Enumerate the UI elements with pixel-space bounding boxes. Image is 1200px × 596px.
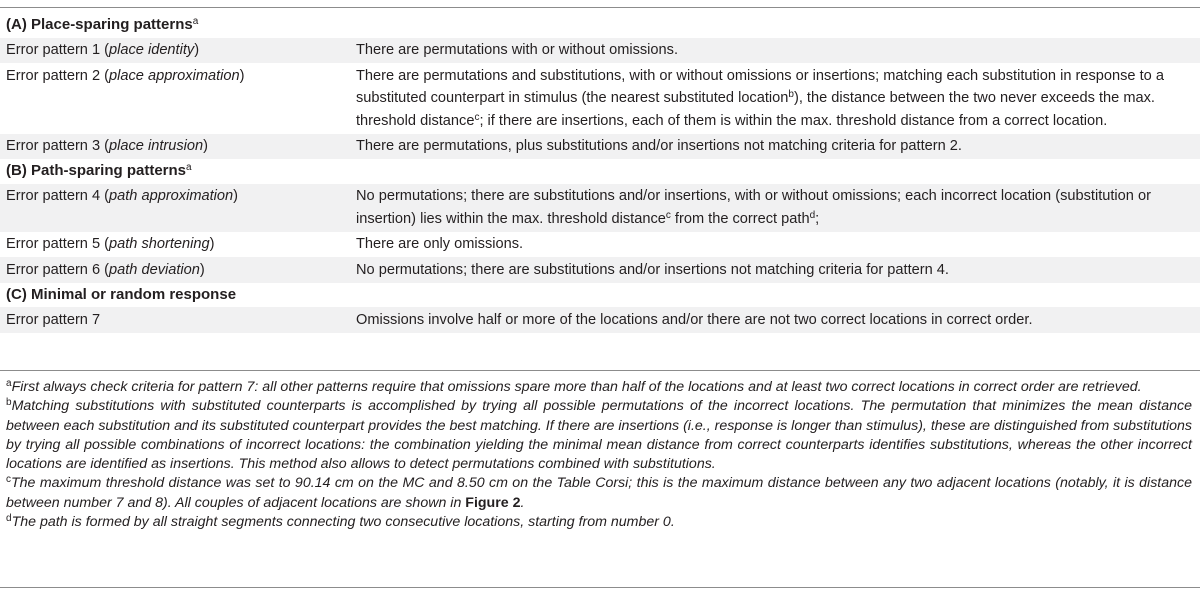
- footnote-d: $^d$The path is formed by all straight segments connecting two consecutive locations, starting from number 0.: [6, 513, 675, 531]
- footnote-b: $^b$Matching substitutions with substituted counterparts is accomplished by trying all possible permutations of the incorrect locations. The permutation that minimizes the mean distance between each substitution and its substituted counterpart provides the best matching. If there are insertions (i.e., response is longer than stimulus), these are distinguished from substitutions by trying all possible combinations of incorrect locations: the combination yielding the minimal mean distance from correct counterparts identifies substitutions, whereas the other incorrect locations are identified as insertions. This method also allows to detect permutations combined with substitutions.: [6, 397, 1192, 473]
- row-label: Error pattern 7: [0, 307, 356, 333]
- row-description: There are permutations, plus substitutions and/or insertions not matching criteria for pattern 2.: [356, 134, 1200, 160]
- row-description: There are only omissions.: [356, 236, 524, 252]
- footnote-ref: c: [474, 111, 480, 123]
- table-row: [0, 134, 1200, 160]
- row-label: Error pattern 2 (place approximation): [6, 67, 245, 84]
- footnote-ref: b: [788, 89, 794, 100]
- row-description: No permutations; there are substitutions and/or insertions not matching criteria for pattern 4.: [356, 257, 1200, 283]
- row-label: Error pattern 3 (place intrusion): [0, 134, 356, 160]
- section-title: (A) Place-sparing patterns: [6, 16, 193, 33]
- section-header-c: [0, 283, 1200, 308]
- table-row: [0, 63, 1200, 134]
- figure-link[interactable]: Figure 2: [465, 494, 521, 511]
- row-description: There are permutations and substitutions, with or without omissions or insertions; matching each substitution in response to a substituted counterpart in stimulus (the nearest substituted location$^b$), the distance between the two never exceeds the max. threshold distance$^c$; if there are insertions, each of them is within the max. threshold distance from a correct location.: [356, 67, 1164, 129]
- section-title: (B) Path-sparing patterns: [6, 162, 187, 179]
- row-label: Error pattern 4 (path approximation): [0, 184, 356, 232]
- footnote-ref: d: [809, 209, 816, 221]
- error-pattern-table: [0, 13, 1200, 333]
- table-row: [0, 38, 1200, 64]
- section-header-b: [0, 159, 1200, 184]
- table-footer-rule: [0, 370, 1200, 371]
- row-label: Error pattern 6 (path deviation): [0, 257, 356, 283]
- footnote-c: $^c$The maximum threshold distance was set to 90.14 cm on the MC and 8.50 cm on the Table Corsi; this is the maximum distance between any two adjacent locations (notably, it is distance between number 7 and 8). All couples of adjacent locations are shown in Figure 2.: [6, 474, 1192, 511]
- table-row: [0, 257, 1200, 283]
- bottom-rule: [0, 587, 1200, 588]
- table-row: [0, 232, 1200, 258]
- table-row: [0, 184, 1200, 232]
- row-label: Error pattern 5 (path shortening): [6, 236, 215, 252]
- section-title: (C) Minimal or random response: [6, 285, 237, 303]
- row-description: Omissions involve half or more of the locations and/or there are not two correct locations in correct order.: [356, 307, 1200, 333]
- footnotes: [6, 378, 1192, 532]
- row-description: There are permutations with or without omissions.: [356, 38, 1200, 64]
- footnote-a: $^a$First always check criteria for pattern 7: all other patterns require that omissions spare more than half of the locations and at least two correct locations in correct order are retrieved.: [6, 378, 1142, 395]
- footnote-ref: a: [192, 16, 199, 27]
- footnote-ref: c: [665, 209, 671, 221]
- row-label: Error pattern 1 (place identity): [0, 38, 356, 64]
- section-header-a: [0, 13, 1200, 38]
- table-row: [0, 307, 1200, 333]
- top-rule: [0, 7, 1200, 8]
- row-description: No permutations; there are substitutions and/or insertions, with or without omissions; each incorrect location (substitution or insertion) lies within the max. threshold distance$^c$ from the correct path$^d$;: [356, 184, 1200, 232]
- footnote-ref: a: [186, 162, 192, 173]
